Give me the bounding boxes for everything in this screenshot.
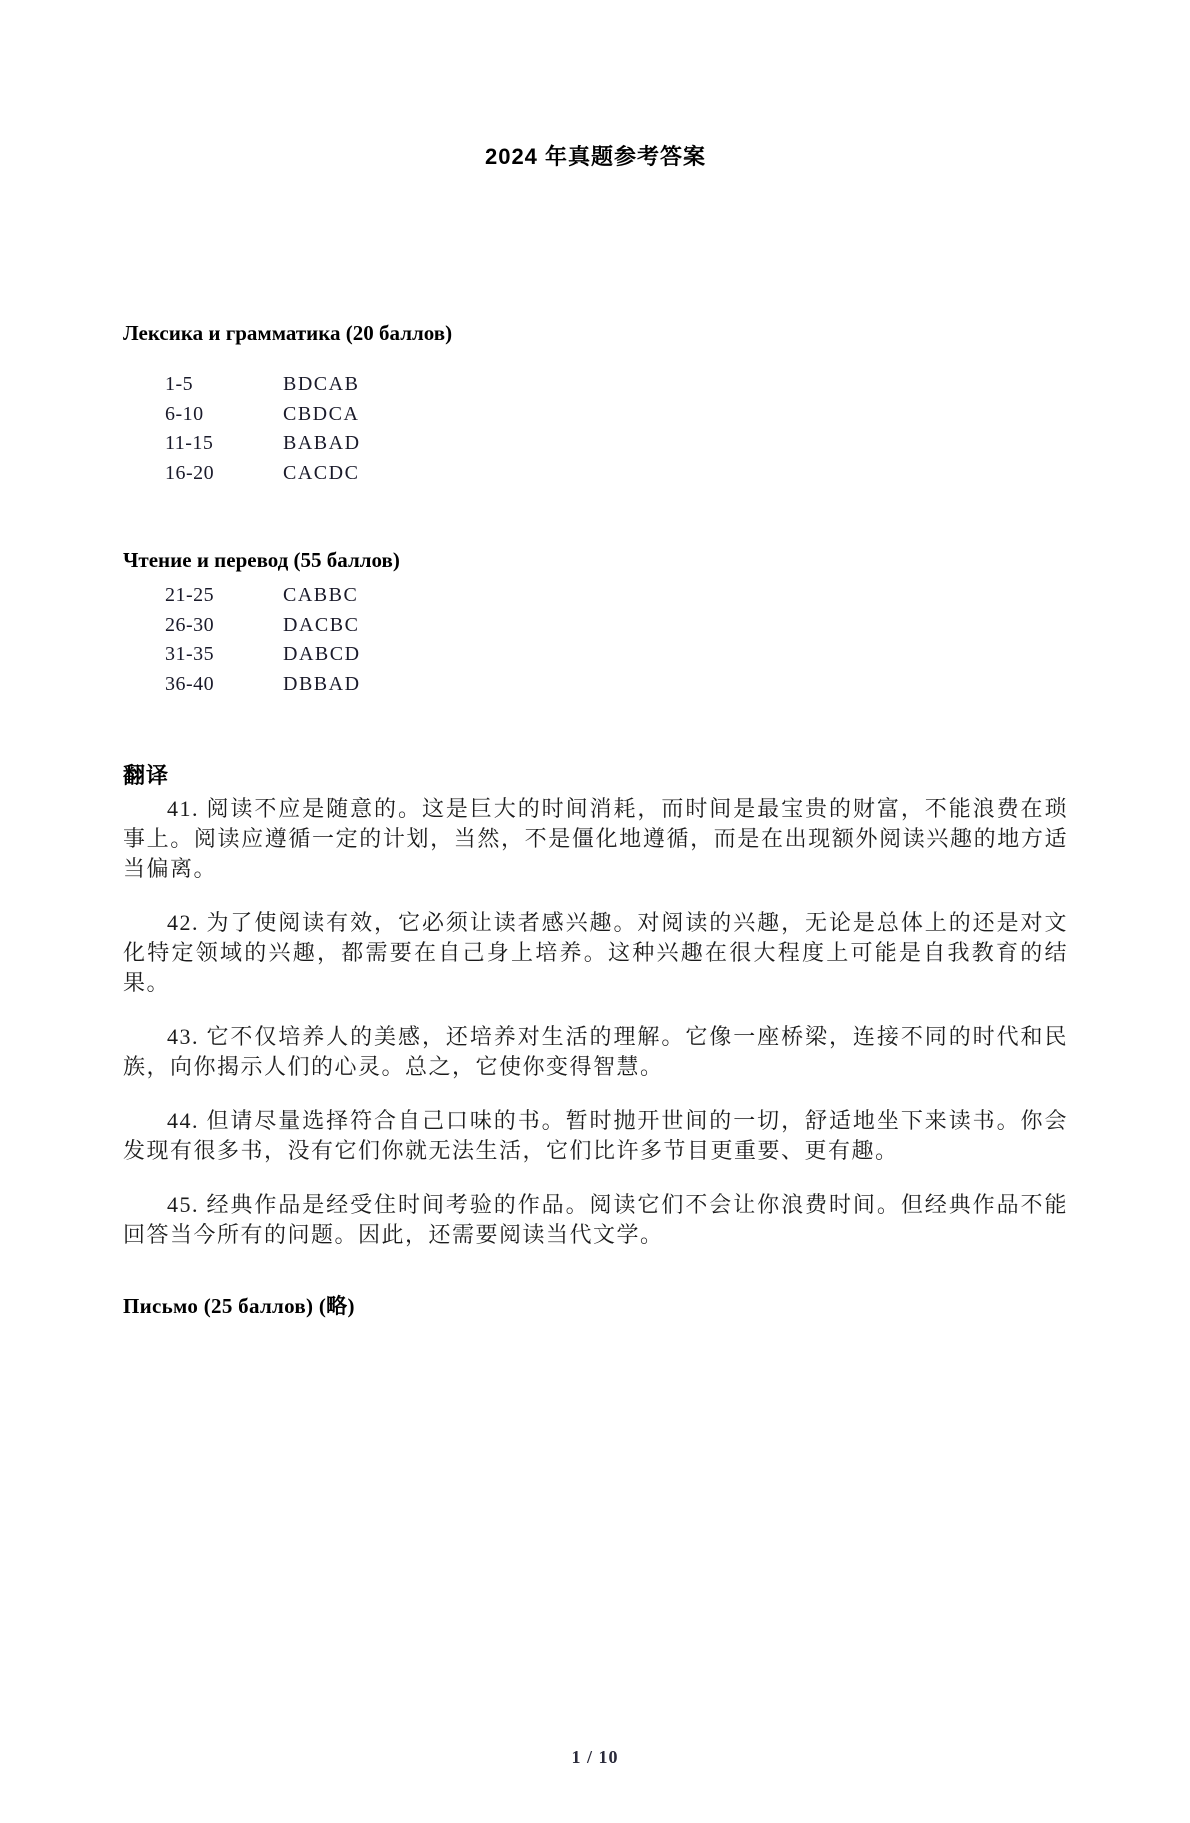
answer-letters: CBDCA: [283, 402, 360, 425]
page-footer: [0, 1747, 1190, 1768]
lexis-grammar-heading: Лексика и грамматика (20 баллов): [123, 321, 453, 345]
question-range: 31-35: [165, 643, 215, 665]
translation-paragraph-43: 43. 它不仅培养人的美感，还培养对生活的理解。它像一座桥梁，连接不同的时代和民族，向你揭示人们的心灵。总之，它使你变得智慧。: [123, 1024, 1068, 1079]
answer-letters: CACDC: [283, 461, 360, 484]
translation-paragraph-44: 44. 但请尽量选择符合自己口味的书。暂时抛开世间的一切，舒适地坐下来读书。你会发现有很多书，没有它们你就无法生活，它们比许多节目更重要、更有趣。: [123, 1108, 1068, 1163]
reading-translation-heading: Чтение и перевод (55 баллов): [123, 548, 400, 572]
answer-letters: DABCD: [283, 643, 361, 665]
question-range: 11-15: [165, 432, 214, 454]
answer-row: [165, 611, 1068, 641]
answer-row: [165, 640, 1068, 670]
lexis-grammar-answer-list: [123, 370, 1068, 488]
question-range: 1-5: [165, 373, 194, 395]
translation-paragraph-42: 42. 为了使阅读有效，它必须让读者感兴趣。对阅读的兴趣，无论是总体上的还是对文化特定领域的兴趣，都需要在自己身上培养。这种兴趣在很大程度上可能是自我教育的结果。: [123, 910, 1068, 995]
answer-row: [165, 370, 1068, 400]
answer-row: [165, 429, 1068, 459]
answer-letters: DBBAD: [283, 672, 361, 695]
question-range: 6-10: [165, 402, 204, 425]
translation-heading: 翻译: [123, 763, 170, 788]
answer-row: [165, 459, 1068, 489]
question-range: 16-20: [165, 461, 215, 484]
translation-paragraph-41: 41. 阅读不应是随意的。这是巨大的时间消耗，而时间是最宝贵的财富，不能浪费在琐事上。阅读应遵循一定的计划，当然，不是僵化地遵循，而是在出现额外阅读兴趣的地方适当偏离。: [123, 796, 1068, 881]
reading-translation-answer-list: [123, 581, 1068, 699]
answer-letters: CABBC: [283, 584, 359, 606]
answer-letters: BDCAB: [283, 373, 360, 395]
page-number: 1 / 10: [571, 1747, 619, 1767]
answer-letters: BABAD: [283, 432, 361, 454]
answer-row: [165, 581, 1068, 611]
answer-row: [165, 400, 1068, 430]
question-range: 36-40: [165, 672, 215, 695]
section-lexis-grammar: [123, 321, 1068, 488]
translation-paragraph-45: 45. 经典作品是经受住时间考验的作品。阅读它们不会让你浪费时间。但经典作品不能回答当今所有的问题。因此，还需要阅读当代文学。: [123, 1192, 1068, 1247]
section-reading-translation: [123, 548, 1068, 699]
question-range: 26-30: [165, 613, 215, 636]
answer-row: [165, 670, 1068, 700]
document-page: [0, 140, 1190, 1823]
question-range: 21-25: [165, 584, 215, 606]
document-title: 2024 年真题参考答案: [484, 144, 707, 169]
writing-section-heading: Письмо (25 баллов) (略): [123, 1294, 355, 1318]
answer-letters: DACBC: [283, 613, 360, 636]
section-translation: [123, 759, 1068, 1250]
